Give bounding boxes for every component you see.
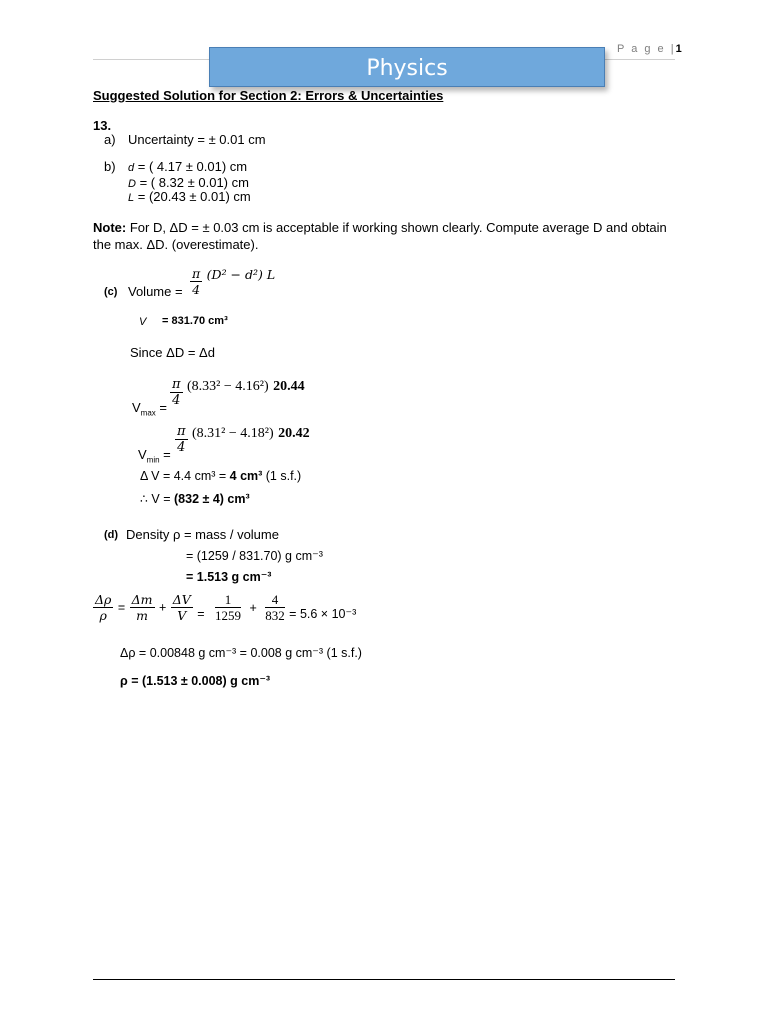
since-line: Since ΔD = Δd <box>130 345 215 360</box>
pi-over-four: $\frac{\pi}{4}$ <box>192 266 201 297</box>
vmax-label: $V_{max}$ = <box>132 400 168 418</box>
density-line-1: Density ρ = mass / volume <box>126 527 279 542</box>
vmin-formula: $\frac{\pi}{4}$ (8.31² − 4.18²) 20.42 <box>177 424 310 455</box>
ratio-rho: $\frac{\Delta\rho}{\rho}$ <box>95 592 112 623</box>
section-heading: Suggested Solution for Section 2: Errors & Uncertainties <box>93 88 444 103</box>
v-value: = 831.70 cm³ <box>162 315 228 327</box>
page-word: P a g e <box>617 43 666 55</box>
ratio-v: $\frac{\Delta V}{V}$ <box>172 592 191 623</box>
page-number-label <box>617 43 682 55</box>
page-number: 1 <box>675 43 682 55</box>
density-line-3: = 1.513 g cm⁻³ <box>186 570 272 584</box>
part-d-label: (d) <box>104 529 119 541</box>
note-text: For D, ΔD = ± 0.03 cm is acceptable if working shown clearly. Compute average D and obtain the max. ΔD. (overestimate). <box>93 220 667 252</box>
page-separator: | <box>670 43 676 55</box>
note-label: Note: <box>93 220 127 235</box>
note-paragraph <box>93 219 673 253</box>
volume-formula: $\frac{\pi}{4}$ $^{(D^2 - d^2) L}$ <box>192 266 276 297</box>
part-b-label: b) <box>104 159 116 174</box>
title-banner <box>209 47 605 87</box>
part-b-line-D: D = ( 8.32 ± 0.01) cm <box>128 175 249 190</box>
rho-final: ρ = (1.513 ± 0.008) g cm⁻³ <box>120 674 271 688</box>
vmin-label: $V_{min}$ = <box>138 447 171 465</box>
part-b-line-L: L = (20.43 ± 0.01) cm <box>128 189 251 204</box>
part-a-text: Uncertainty = ± 0.01 cm <box>128 132 266 147</box>
part-b-line-d: d = ( 4.17 ± 0.01) cm <box>128 159 248 174</box>
v-variable: V <box>139 316 147 328</box>
delta-v-line: Δ V = 4.4 cm³ = 4 cm³ (1 s.f.) <box>140 469 302 483</box>
footer-rule <box>93 979 675 980</box>
ratio-equation: $\frac{\Delta\rho}{\rho}$ = $\frac{\Delta m}{m}$ + $\frac{\Delta V}{V}$ $_=$ $\frac{1}{1259}$ + $\frac{4}{832}$ $_{= 5.6 \times 10^{-3}}$ <box>95 592 357 623</box>
density-line-2: = (1259 / 831.70) g cm⁻³ <box>186 549 323 563</box>
vmax-formula: $\frac{\pi}{4}$ (8.33² − 4.16²) 20.44 <box>172 377 305 408</box>
ratio-four-over-832: $\frac{4}{832}$ <box>265 592 285 623</box>
ratio-m: $\frac{\Delta m}{m}$ <box>131 592 153 623</box>
question-number: 13. <box>93 118 112 133</box>
delta-rho-line: Δρ = 0.00848 g cm⁻³ = 0.008 g cm⁻³ (1 s.f.) <box>120 646 362 660</box>
volume-text: Volume = <box>128 284 183 299</box>
part-c-label: (c) <box>104 286 118 298</box>
therefore-line: ∴ V = (832 ± 4) cm³ <box>140 492 250 506</box>
ratio-one-over-1259: $\frac{1}{1259}$ <box>215 592 241 623</box>
banner-title: Physics <box>366 56 448 81</box>
ratio-result: = 5.6 × 10⁻³ <box>289 607 357 621</box>
part-a-label: a) <box>104 132 116 147</box>
